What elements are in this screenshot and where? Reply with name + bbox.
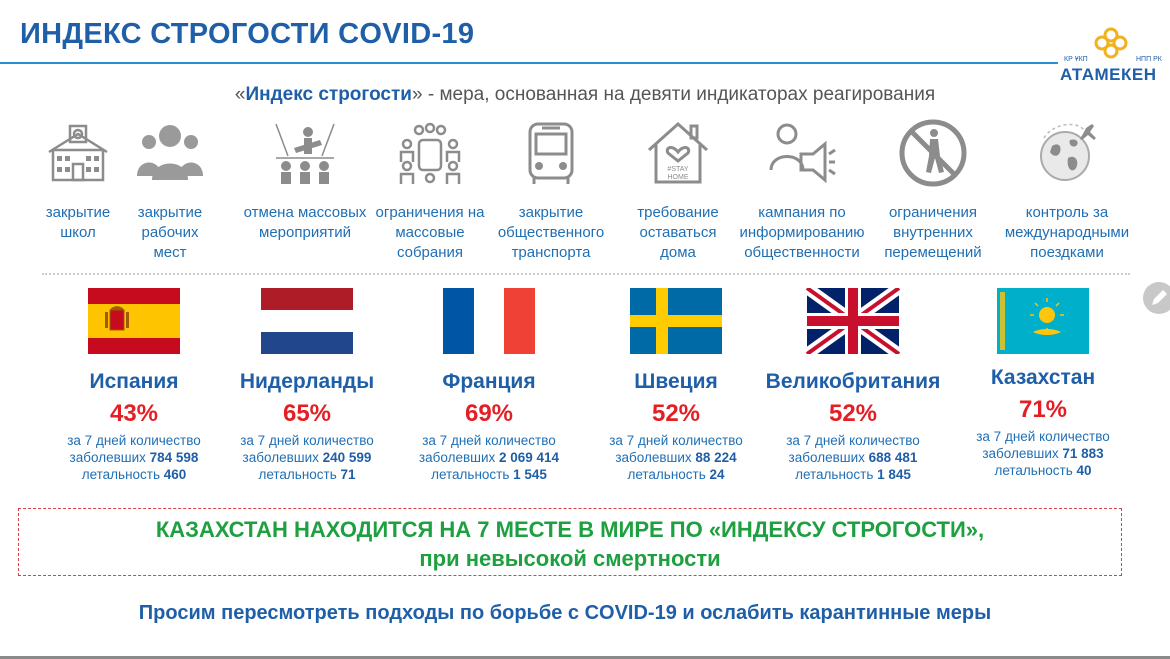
subtitle-quote-open: «	[234, 84, 246, 105]
indicator-international-travel	[992, 118, 1142, 263]
stats-block	[765, 432, 941, 483]
slide-title: ИНДЕКС СТРОГОСТИ COVID-19	[20, 18, 475, 50]
country-card-kazakhstan	[958, 288, 1128, 479]
stay-home-text-2: HOME	[667, 174, 689, 181]
country-name: Нидерланды	[239, 370, 375, 393]
stringency-index: 52%	[651, 400, 701, 427]
stats-period: за 7 дней количество	[422, 433, 556, 448]
country-card-netherlands	[222, 288, 392, 483]
indicator-label: отмена массовых мероприятий	[243, 204, 367, 241]
atameken-emblem-icon	[1092, 26, 1130, 62]
indicator-label: ограничения на массовые собрания	[375, 204, 485, 261]
cases-value: 71 883	[1062, 446, 1104, 461]
indicator-gatherings	[368, 118, 492, 263]
indicator-mass-events	[230, 118, 380, 243]
country-name: Великобритания	[765, 370, 941, 393]
deaths-value: 1 845	[877, 467, 911, 482]
country-name: Казахстан	[990, 366, 1096, 389]
cases-label: заболевших	[788, 450, 869, 465]
deaths-value: 40	[1076, 463, 1092, 478]
subtitle	[0, 84, 1170, 106]
country-name: Франция	[442, 370, 536, 393]
deaths-value: 460	[163, 467, 187, 482]
workers-icon	[135, 118, 205, 188]
megaphone-icon	[767, 118, 837, 188]
country-name: Испания	[89, 370, 179, 393]
stringency-index: 69%	[464, 400, 514, 427]
stats-block	[958, 428, 1128, 479]
spain-flag	[88, 288, 180, 354]
indicator-label: требование оставаться дома	[637, 204, 719, 261]
meeting-icon	[395, 118, 465, 188]
stats-block	[222, 432, 392, 483]
kazakhstan-flag	[987, 288, 1099, 354]
stats-period: за 7 дней количество	[240, 433, 374, 448]
no-walking-icon	[898, 118, 968, 188]
subtitle-quote-close: »	[412, 84, 423, 105]
cases-value: 240 599	[322, 450, 372, 465]
cases-label: заболевших	[418, 450, 499, 465]
indicator-label: ограничения внутренних перемещений	[884, 204, 982, 261]
pencil-icon	[1143, 282, 1170, 314]
stats-period: за 7 дней количество	[786, 433, 920, 448]
title-underline	[0, 62, 1058, 64]
cases-value: 688 481	[868, 450, 918, 465]
bus-icon	[516, 118, 586, 188]
deaths-label: летальность	[81, 467, 164, 482]
stats-period: за 7 дней количество	[609, 433, 743, 448]
cases-value: 2 069 414	[499, 450, 560, 465]
deaths-value: 71	[340, 467, 356, 482]
country-card-france	[404, 288, 574, 483]
cases-label: заболевших	[242, 450, 323, 465]
stats-period: за 7 дней количество	[976, 429, 1110, 444]
country-card-uk	[765, 288, 941, 483]
cases-value: 784 598	[149, 450, 199, 465]
highlight-line-1: КАЗАХСТАН НАХОДИТСЯ НА 7 МЕСТЕ В МИРЕ ПО «ИНДЕКСУ СТРОГОСТИ»,	[155, 517, 985, 542]
indicator-workplace-closure	[110, 118, 230, 263]
france-flag	[440, 288, 538, 354]
indicator-label: закрытие школ	[45, 204, 111, 241]
logo-caption-right: НПП РК	[1136, 56, 1162, 63]
appeal-text: Просим пересмотреть подходы по борьбе с COVID-19 и ослабить карантинные меры	[138, 602, 992, 624]
country-card-spain	[49, 288, 219, 483]
indicator-label: контроль за международными поездками	[1004, 204, 1130, 261]
deaths-label: летальность	[258, 467, 341, 482]
concert-icon	[270, 118, 340, 188]
indicator-internal-movement	[872, 118, 994, 263]
logo-wordmark: АТАМЕКЕН	[1060, 65, 1157, 84]
cases-label: заболевших	[615, 450, 696, 465]
netherlands-flag	[261, 288, 353, 354]
stats-block	[49, 432, 219, 483]
indicator-label: закрытие общественного транспорта	[497, 204, 605, 261]
stats-block	[591, 432, 761, 483]
country-name: Швеция	[634, 370, 718, 393]
deaths-value: 1 545	[513, 467, 547, 482]
stats-period: за 7 дней количество	[67, 433, 201, 448]
highlight-box	[18, 508, 1122, 576]
stay-home-text: #STAY	[667, 166, 689, 173]
indicator-label: закрытие рабочих мест	[137, 204, 203, 261]
deaths-value: 24	[709, 467, 725, 482]
stats-block	[404, 432, 574, 483]
subtitle-term: Индекс строгости	[245, 84, 412, 105]
indicator-label: кампания по информированию общественности	[739, 204, 865, 261]
cases-label: заболевших	[982, 446, 1063, 461]
globe-plane-icon	[1032, 118, 1102, 188]
cases-value: 88 224	[695, 450, 737, 465]
deaths-label: летальность	[994, 463, 1077, 478]
stringency-index: 71%	[1018, 396, 1068, 423]
uk-flag	[803, 288, 903, 354]
stringency-index: 43%	[109, 400, 159, 427]
stay-home-icon	[643, 118, 713, 188]
deaths-label: летальность	[431, 467, 514, 482]
edit-button[interactable]	[1143, 282, 1170, 314]
stringency-index: 52%	[828, 400, 878, 427]
school-icon	[43, 118, 113, 188]
indicator-public-info	[728, 118, 876, 263]
indicator-stay-home	[618, 118, 738, 263]
section-divider	[42, 273, 1130, 275]
indicator-transport	[488, 118, 614, 263]
deaths-label: летальность	[795, 467, 878, 482]
cases-label: заболевших	[69, 450, 150, 465]
atameken-logo	[1058, 28, 1170, 88]
subtitle-definition: - мера, основанная на девяти индикаторах реагирования	[422, 84, 936, 105]
country-card-sweden	[591, 288, 761, 483]
logo-caption-left: КР ҰКП	[1064, 56, 1088, 63]
sweden-flag	[626, 288, 726, 354]
deaths-label: летальность	[627, 467, 710, 482]
stringency-index: 65%	[282, 400, 332, 427]
highlight-line-2: при невысокой смертности	[419, 546, 721, 571]
